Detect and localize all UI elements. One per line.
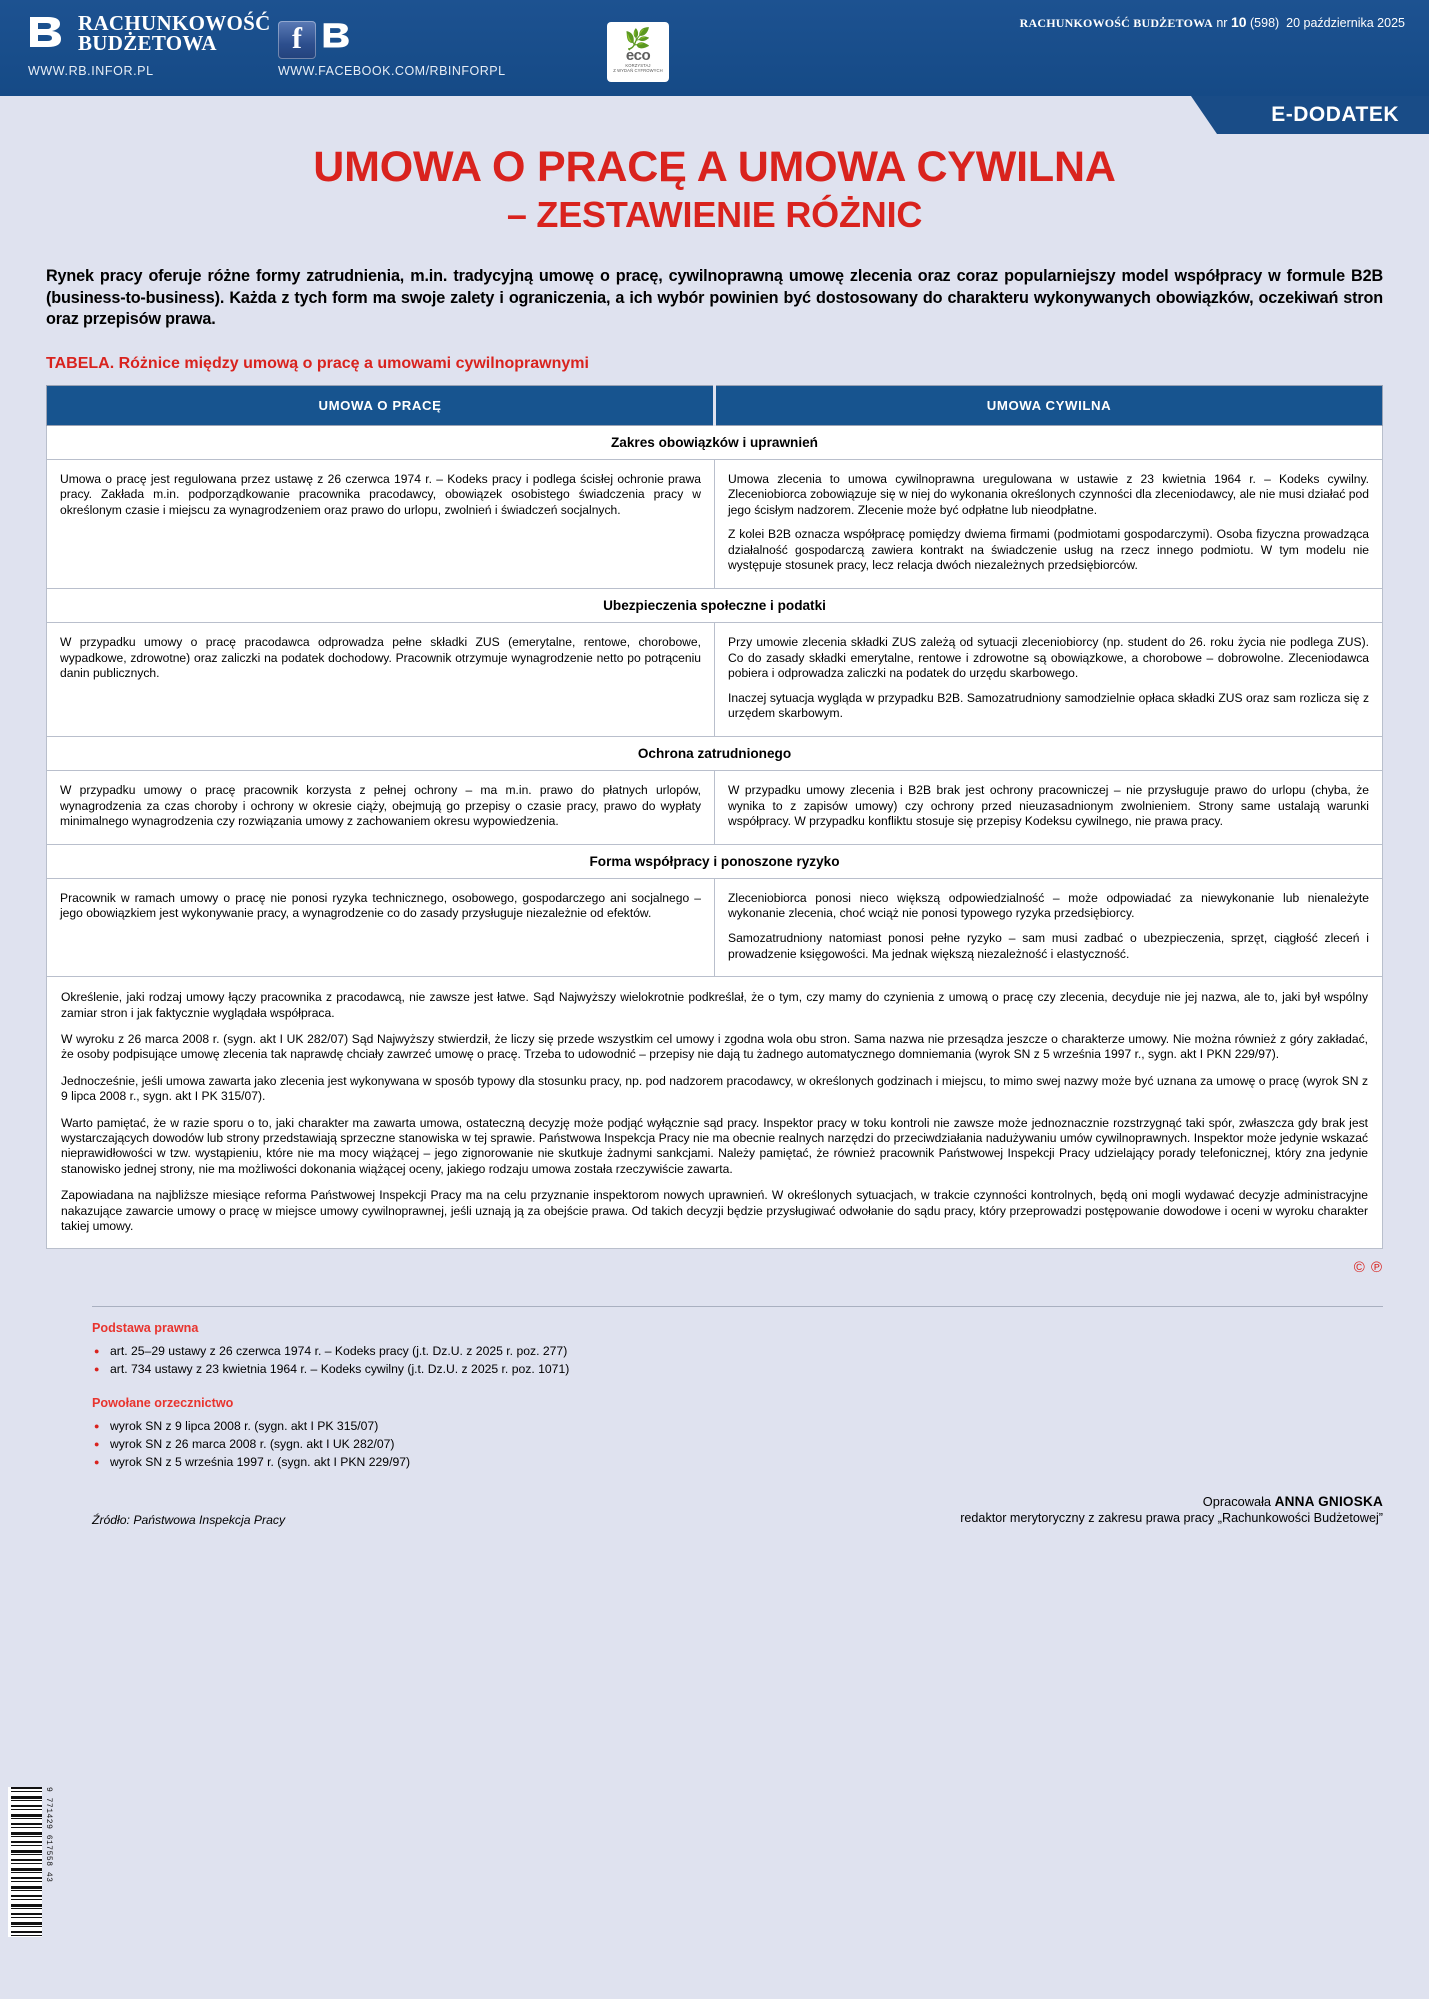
issue-number: 10: [1230, 14, 1247, 30]
commentary-paragraph-2: W wyroku z 26 marca 2008 r. (sygn. akt I UK 282/07) Sąd Najwyższy stwierdził, że liczy się przede wszystkim cel umowy i zgodna wola obu stron. Sama nazwa nie przesądza jeszcze o charakterze umowy. Nie można również z góry zakładać, że osoby podpisujące umowę zlecenia tak naprawdę chciały zawrzeć umowę o pracę. Trzeba to udowodnić – przepisy nie dają tu żadnego automatycznego domniemania (wyrok SN z 5 września 1997 r., sygn. akt I PKN 229/97).: [61, 1032, 1368, 1062]
column-header-umowa-o-prace: UMOWA O PRACĘ: [47, 385, 715, 425]
author-role: redaktor merytoryczny z zakresu prawa pracy „Rachunkowości Budżetowej”: [960, 1511, 1383, 1526]
author-name: ANNA GNIOSKA: [1274, 1494, 1383, 1510]
facebook-icon[interactable]: f: [278, 21, 316, 59]
copyright-marks: © ℗: [1353, 1259, 1383, 1277]
leaf-icon: 🌿: [624, 28, 652, 52]
legal-basis-list: [92, 1342, 1383, 1378]
cell-left-2: [47, 623, 715, 737]
page-title-line-2: – ZESTAWIENIE RÓŻNIC: [506, 194, 923, 235]
caselaw-heading: Powołane orzecznictwo: [92, 1396, 234, 1411]
cell-paragraph: Samozatrudniony natomiast ponosi pełne ryzyko – sam musi zadbać o ubezpieczenia, sprzęt, ciągłość zleceń i prowadzenie księgowości. Ma jednak większą niezależność i elastyczność.: [728, 931, 1369, 961]
masthead: [0, 0, 1429, 96]
comparison-table: [46, 385, 1383, 978]
cell-paragraph: W przypadku umowy o pracę pracownik korzysta z pełnej ochrony – ma m.in. prawo do płatnych urlopów, wynagrodzenia za czas choroby i ochrony w okresie ciąży, obejmują go przepisy o czasie pracy, prawo do wypłaty minimalnego wynagrodzenia czy rozwiązania umowy z zachowaniem okresu wypowiedzenia.: [60, 783, 701, 829]
cell-right-4: [715, 878, 1383, 976]
rb-logo-icon: [28, 14, 70, 54]
cell-paragraph: Przy umowie zlecenia składki ZUS zależą od sytuacji zleceniobiorcy (np. student do 26. roku życia nie podlega ZUS). Co do zasady składki emerytalne, rentowe i zdrowotne są obowiązkowe, a chorobowe – dobrowolne. Zleceniodawca pobiera i odprowadza zaliczki na podatek do urzędu skarbowego.: [728, 635, 1369, 681]
brand-wordmark: [78, 11, 271, 55]
section-heading-4: Forma współpracy i ponoszone ryzyko: [47, 844, 1383, 878]
commentary-paragraph-1: Określenie, jaki rodzaj umowy łączy pracownika z pracodawcą, nie zawsze jest łatwe. Sąd Najwyższy wielokrotnie podkreślał, że o tym, czy mamy do czynienia z umową o pracę czy zlecenia, decyduje nie jej nazwa, ale to, jaki był wspólny zamiar stron i jak faktycznie wyglądała współpraca.: [61, 990, 1368, 1020]
page-title: [46, 142, 1383, 238]
lead-paragraph: Rynek pracy oferuje różne formy zatrudnienia, m.in. tradycyjną umowę o pracę, cywilnoprawną umowę zlecenia oraz coraz popularniejszy model współpracy w formule B2B (business-to-business). Każda z tych form ma swoje zalety i ograniczenia, a ich wybór powinien być dostosowany do charakteru wykonywanych obowiązków, oczekiwań stron oraz przepisów prawa.: [46, 267, 1383, 328]
section-header-row: [47, 589, 1383, 623]
source-note: Źródło: Państwowa Inspekcja Pracy: [92, 1513, 286, 1528]
facebook-url-link[interactable]: WWW.FACEBOOK.COM/RBINFORPL: [278, 64, 506, 78]
section-heading-1: Zakres obowiązków i uprawnień: [47, 425, 1383, 459]
table-header-row: [47, 385, 1383, 425]
list-item: ● art. 25–29 ustawy z 26 czerwca 1974 r. – Kodeks pracy (j.t. Dz.U. z 2025 r. poz. 277): [92, 1342, 1383, 1360]
footer-divider: [92, 1306, 1383, 1307]
caselaw-list: [92, 1417, 1383, 1471]
cell-right-3: [715, 771, 1383, 845]
list-item: ● wyrok SN z 9 lipca 2008 r. (sygn. akt I PK 315/07): [92, 1417, 1383, 1435]
edodatek-tab: E-DODATEK: [1217, 96, 1429, 134]
list-item: ● art. 734 ustawy z 23 kwietnia 1964 r. – Kodeks cywilny (j.t. Dz.U. z 2025 r. poz. 1071): [92, 1360, 1383, 1378]
cell-right-2: [715, 623, 1383, 737]
cell-left-3: [47, 771, 715, 845]
edodatek-tab-wrap: [929, 96, 1429, 134]
brand-logo[interactable]: [28, 11, 271, 55]
section-header-row: [47, 425, 1383, 459]
issue-sequence: (598): [1250, 16, 1280, 30]
author-byline: [960, 1493, 1383, 1527]
section-heading-2: Ubezpieczenia społeczne i podatki: [47, 589, 1383, 623]
table-caption: TABELA. Różnice między umową o pracę a umowami cywilnoprawnymi: [46, 354, 589, 372]
issue-info: [1020, 14, 1405, 31]
table-row: [47, 878, 1383, 976]
table-body: [47, 425, 1383, 977]
table-row: [47, 771, 1383, 845]
commentary-paragraph-4: Warto pamiętać, że w razie sporu o to, jaki charakter ma zawarta umowa, ostateczną decyzję może podjąć wyłącznie sąd pracy. Inspektor pracy w toku kontroli nie zawsze może jednoznacznie rozstrzygnąć taki spór, zwłaszcza gdy brak jest wystarczających dowodów lub strony przedstawiają sprzeczne stanowiska w tej sprawie. Państwowa Inspekcja Pracy nie ma obecnie realnych narzędzi do przeciwdziałania nadużywaniu umów cywilnoprawnych. Inspektor może jedynie wskazać nieprawidłowości w tzw. wystąpieniu, które nie ma mocy wiążącej – jego zignorowanie nie skutkuje żadnymi sankcjami. Należy pamiętać, że również pracownik Państwowej Inspekcji Pracy udzielający porady telefonicznej, który zna jedynie stanowisko jednej strony, nie ma możliwości dokonania wiążącej oceny, jakiego rodzaju umowa została rzeczywiście zawarta.: [61, 1115, 1368, 1176]
cell-paragraph: Zleceniobiorca ponosi nieco większą odpowiedzialność – może odpowiadać za niewykonanie lub nienależyte wykonanie zlecenia, choć wciąż nie ponosi typowego ryzyka przedsiębiorcy.: [728, 890, 1369, 921]
page-footer: [0, 1306, 1429, 1527]
legal-basis-heading: Podstawa prawna: [92, 1321, 199, 1336]
barcode-icon: [8, 1787, 42, 1937]
commentary-block: [46, 977, 1383, 1249]
cell-left-4: [47, 878, 715, 976]
column-header-umowa-cywilna: UMOWA CYWILNA: [715, 385, 1383, 425]
issue-date: 20 października 2025: [1286, 16, 1405, 30]
cell-paragraph: Z kolei B2B oznacza współpracę pomiędzy dwiema firmami (podmiotami gospodarczymi). Osoba fizyczna prowadząca działalność gospodarczą zawiera kontrakt na świadczenie usług na rzecz innego podmiotu. W tym modelu nie występuje stosunek pracy, lecz relacja dwóch niezależnych przedsiębiorców.: [728, 527, 1369, 573]
cell-paragraph: W przypadku umowy o pracę pracodawca odprowadza pełne składki ZUS (emerytalne, rentowe, chorobowe, wypadkowe, zdrowotne) oraz zaliczki na podatek dochodowy. Pracownik otrzymuje wynagrodzenie netto po potrąceniu danin publicznych.: [60, 635, 701, 681]
cell-paragraph: Inaczej sytuacja wygląda w przypadku B2B. Samozatrudniony samodzielnie opłaca składki ZUS oraz sam rozlicza się z urzędem skarbowym.: [728, 690, 1369, 721]
list-item: ● wyrok SN z 26 marca 2008 r. (sygn. akt I UK 282/07): [92, 1435, 1383, 1453]
section-heading-3: Ochrona zatrudnionego: [47, 737, 1383, 771]
issue-brand: RACHUNKOWOŚĆ BUDŻETOWA: [1019, 16, 1213, 30]
section-header-row: [47, 844, 1383, 878]
table-row: [47, 459, 1383, 589]
commentary-paragraph-3: Jednocześnie, jeśli umowa zawarta jako zlecenia jest wykonywana w sposób typowy dla stosunku pracy, np. pod nadzorem pracodawcy, w określonych godzinach i miejscu, to mimo swej nazwy może być uznana za umowę o pracę (wyrok SN z 9 lipca 2008 r., sygn. akt I PK 315/07).: [61, 1073, 1368, 1104]
table-row: [47, 623, 1383, 737]
cell-paragraph: Umowa o pracę jest regulowana przez ustawę z 26 czerwca 1974 r. – Kodeks pracy i podlega ścisłej ochronie prawa pracy. Zakłada m.in. podporządkowanie pracownika pracodawcy, obowiązek osobistego świadczenia pracy w określonym czasie i miejscu za wynagrodzeniem oraz prawo do urlopu, zwolnień i świadczeń socjalnych.: [60, 471, 701, 517]
eco-label: eco: [625, 47, 651, 65]
credits-row: [92, 1493, 1383, 1527]
cell-right-1: [715, 459, 1383, 589]
cell-paragraph: Umowa zlecenia to umowa cywilnoprawna uregulowana w ustawie z 23 kwietnia 1964 r. – Kodeks cywilny. Zleceniobiorca zobowiązuje się w niej do wykonania określonych czynności dla zleceniodawcy, ale nie musi działać pod jego ścisłym nadzorem. Zlecenie może być odpłatne lub nieodpłatne.: [728, 471, 1369, 517]
barcode-number: 9 771429 617558 43: [44, 1787, 53, 1883]
site-url-link[interactable]: WWW.RB.INFOR.PL: [28, 64, 154, 78]
commentary-paragraph-5: Zapowiadana na najbliższe miesiące reforma Państwowej Inspekcji Pracy ma na celu przyznanie inspektorom nowych uprawnień. W określonych sytuacjach, w trakcie czynności kontrolnych, będą oni mogli wydawać decyzje administracyjne nakazujące zawarcie umowy o pracę w miejsce umowy cywilnoprawnej, jeśli uznają ją za obejście prawa. Od takich decyzji będzie przysługiwać odwołanie do sądu pracy, który przeprowadzi postępowanie dowodowe i oceni w wyroku charakter takiej umowy.: [61, 1188, 1368, 1234]
eco-sub-1: KORZYSTAJ: [625, 63, 651, 69]
list-item: ● wyrok SN z 5 września 1997 r. (sygn. akt I PKN 229/97): [92, 1453, 1383, 1471]
cell-paragraph: W przypadku umowy zlecenia i B2B brak jest ochrony pracowniczej – nie przysługuje prawo do urlopu (chyba, że wynika to z zapisów umowy) czy ochrony przed nieuzasadnionym zwolnieniem. Strony same ustalają warunki współpracy. W przypadku konfliktu stosuje się przepisy Kodeksu cywilnego, nie prawa pracy.: [728, 783, 1369, 829]
author-prefix: Opracowała: [1202, 1494, 1275, 1510]
issue-nr-label: nr: [1216, 16, 1228, 30]
rb-logo-icon-small: [322, 20, 364, 60]
cell-left-1: [47, 459, 715, 589]
brand-line-1: RACHUNKOWOŚĆ: [78, 11, 271, 35]
page-body: [0, 142, 1429, 1276]
cell-paragraph: Pracownik w ramach umowy o pracę nie ponosi ryzyka technicznego, osobowego, gospodarczego ani socjalnego – jego obowiązkiem jest wykonywanie pracy, a wynagrodzenie co do zasady przysługuje niezależnie od efektów.: [60, 890, 701, 921]
section-header-row: [47, 737, 1383, 771]
eco-badge-icon: [607, 22, 669, 82]
facebook-logo-group[interactable]: [278, 20, 364, 60]
brand-line-2: BUDŻETOWA: [78, 30, 217, 55]
eco-sub-2: Z WYDAŃ CYFROWYCH: [613, 68, 663, 74]
author-line: [960, 1493, 1383, 1510]
page-title-line-1: UMOWA O PRACĘ A UMOWA CYWILNA: [313, 143, 1116, 191]
